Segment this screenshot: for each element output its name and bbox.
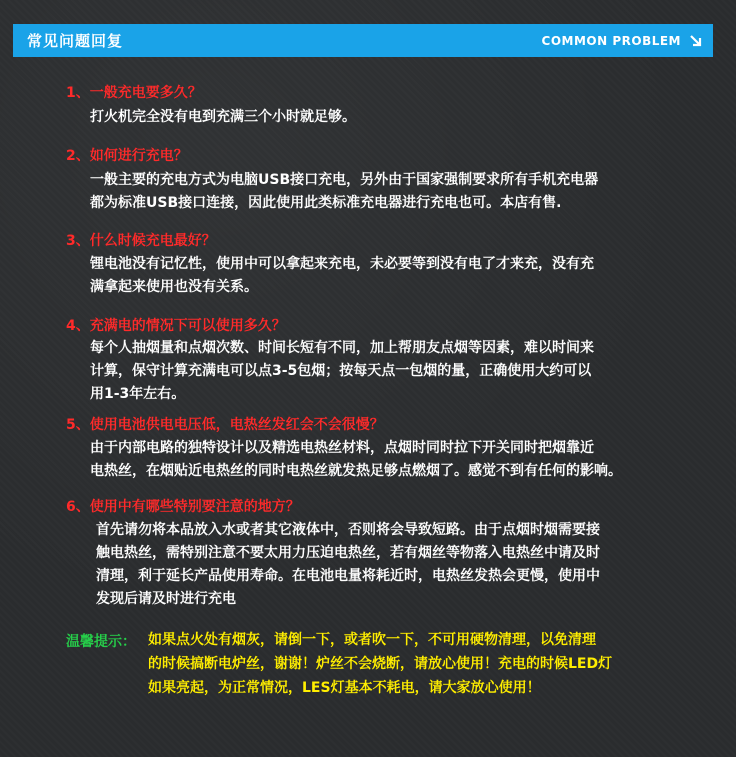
faq-question: 1、一般充电要多久？ — [66, 85, 202, 101]
faq-question: 6、使用中有哪些特别要注意的地方？ — [66, 499, 300, 515]
faq-answer-line: 都为标准USB接口连接，因此使用此类标准充电器进行充电也可。本店有售. — [90, 195, 562, 211]
section-subtitle-wrap — [542, 34, 703, 48]
section-title: 常见问题回复 — [27, 32, 124, 50]
faq-answer-line: 每个人抽烟量和点烟次数、时间长短有不同，加上帮朋友点烟等因素，难以时间来 — [90, 340, 594, 356]
faq-answer-line: 首先请勿将本品放入水或者其它液体中，否则将会导致短路。由于点烟时烟需要接 — [96, 522, 600, 538]
faq-question: 5、使用电池供电电压低，电热丝发红会不会很慢？ — [66, 417, 384, 433]
faq-question: 2、如何进行充电？ — [66, 148, 188, 164]
faq-answer-line: 一般主要的充电方式为电脑USB接口充电，另外由于国家强制要求所有手机充电器 — [90, 172, 599, 188]
faq-answer-line: 计算，保守计算充满电可以点3-5包烟；按每天点一包烟的量，正确使用大约可以 — [90, 363, 592, 379]
section-subtitle: COMMON PROBLEM — [541, 33, 681, 48]
faq-question: 3、什么时候充电最好？ — [66, 233, 216, 249]
faq-answer-line: 打火机完全没有电到充满三个小时就足够。 — [90, 109, 356, 125]
tip-line: 如果亮起，为正常情况，LES灯基本不耗电，请大家放心使用！ — [148, 680, 541, 696]
tip-line: 如果点火处有烟灰，请倒一下，或者吹一下，不可用硬物清理，以免清理 — [148, 632, 596, 648]
faq-answer-line: 电热丝，在烟贴近电热丝的同时电热丝就发热足够点燃烟了。感觉不到有任何的影响。 — [90, 463, 622, 479]
faq-answer-line: 由于内部电路的独特设计以及精选电热丝材料，点烟时同时拉下开关同时把烟靠近 — [90, 440, 594, 456]
tip-line: 的时候搞断电炉丝，谢谢！炉丝不会烧断，请放心使用！充电的时候LED灯 — [148, 656, 613, 672]
faq-answer-line: 发现后请及时进行充电 — [96, 591, 236, 607]
section-header — [13, 24, 713, 57]
faq-answer-line: 清理，利于延长产品使用寿命。在电池电量将耗近时，电热丝发热会更慢，使用中 — [96, 568, 600, 584]
faq-question: 4、充满电的情况下可以使用多久？ — [66, 318, 286, 334]
tip-label: 温馨提示： — [66, 634, 136, 650]
faq-answer-line: 触电热丝，需特别注意不要太用力压迫电热丝，若有烟丝等物落入电热丝中请及时 — [96, 545, 600, 561]
faq-answer-line: 满拿起来使用也没有关系。 — [90, 279, 258, 295]
faq-answer-line: 锂电池没有记忆性，使用中可以拿起来充电，未必要等到没有电了才来充，没有充 — [90, 256, 594, 272]
arrow-down-right-icon — [689, 34, 703, 48]
faq-answer-line: 用1-3年左右。 — [90, 386, 186, 402]
